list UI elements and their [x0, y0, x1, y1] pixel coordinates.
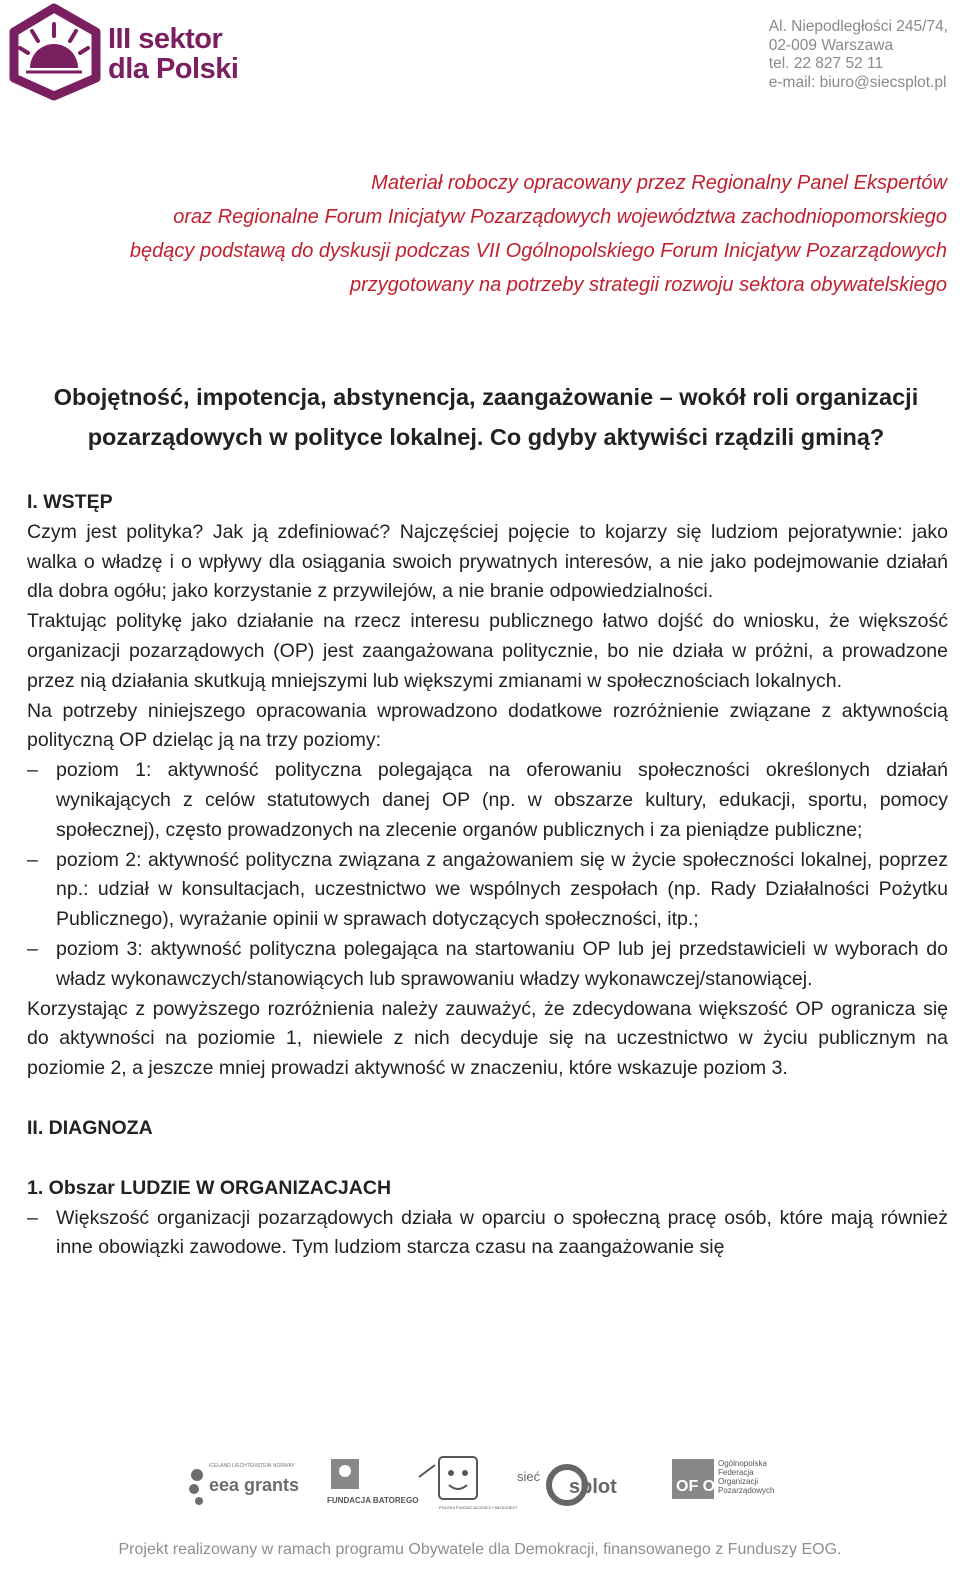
siec-splot-logo: [515, 1455, 625, 1522]
document-title: [26, 377, 946, 457]
contact-phone: tel. 22 827 52 11: [768, 55, 884, 72]
batory-icon: [325, 1455, 419, 1517]
child-face-icon: [417, 1455, 518, 1517]
contact-email: e-mail: biuro@siecsplot.pl: [768, 73, 947, 91]
intro-line: przygotowany na potrzeby strategii rozwoju sektora obywatelskiego: [350, 274, 947, 296]
dash-bullet-icon: –: [27, 1206, 38, 1229]
logo-wordmark: [108, 24, 238, 84]
list-item: [27, 1204, 948, 1264]
intro-line: będący podstawą do dyskusji podczas VII Ogólnopolskiego Forum Inicjatyw Pozarządowych: [129, 240, 947, 262]
title-line: Obojętność, impotencja, abstynencja, zaangażowanie – wokół roli organizacji: [53, 384, 919, 410]
siec-text: sieć: [517, 1469, 541, 1484]
ofop-text: Ogólnopolska Federacja Organizacji Pozarządowych: [718, 1459, 775, 1495]
list-item-text: Większość organizacji pozarządowych działa w oparciu o społeczną pracę osób, które mają również inne obowiązki zawodowe. Tym ludziom starcza czasu na zaangażowanie się: [56, 1206, 948, 1259]
dash-bullet-icon: –: [27, 937, 38, 960]
sponsor-logos: [185, 1455, 785, 1525]
paragraph: Korzystając z powyższego rozróżnienia należy zauważyć, że zdecydowana większość OP ogranicza się do aktywności na poziomie 1, niewiele z nich decyduje się na uczestnictwo w życiu publicznym na poziomie 2, a jeszcze mniej prowadzi aktywność w znaczeniu, które wskazuje poziom 3.: [27, 997, 948, 1080]
paragraph: Traktując politykę jako działanie na rzecz interesu publicznego łatwo dojść do wniosku, że większość organizacji pozarządowych (OP) jest zaangażowana politycznie, bo nie działa w próżni, a prowadzone przez nią działania skutkują mniejszymi lub większymi zmianami w społecznościach lokalnych.: [27, 610, 948, 692]
polska-fundacja-logo: [417, 1455, 518, 1522]
logo-line-1: III sektor: [108, 23, 223, 55]
intro-line: oraz Regionalne Forum Inicjatyw Pozarządowych województwa zachodniopomorskiego: [173, 206, 947, 228]
section-heading-diagnoza: II. DIAGNOZA: [27, 1116, 153, 1139]
list-item-text: poziom 1: aktywność polityczna polegająca na oferowaniu społeczności określonych działań wynikających z celów statutowych danej OP (np. w obszarze kultury, edukacji, sportu, pomocy społecznej), często prowadzonych na zlecenie organów publicznych i za pieniądze publiczne;: [56, 759, 948, 841]
iii-sektor-logo: [8, 6, 248, 98]
list-item: [27, 935, 948, 995]
footer-note: Projekt realizowany w ramach programu Obywatele dla Demokracji, finansowanego z Funduszy EOG.: [118, 1541, 842, 1558]
list-item-text: poziom 2: aktywność polityczna związana z angażowaniem się w życie społeczności lokalnej, poprzez np.: udział w konsultacjach, uczestnictwo we wspólnych zespołach (np. Rady Działalności Pożytku Publicznego), wyrażanie opinii w sprawach dotyczących społeczności, itp.;: [56, 848, 948, 931]
eea-grants-logo: [185, 1455, 300, 1522]
document-body: [27, 488, 948, 1263]
dash-bullet-icon: –: [27, 759, 38, 782]
ofop-icon: [670, 1455, 785, 1517]
people-list: [27, 1204, 948, 1264]
section-heading-wstep: I. WSTĘP: [27, 491, 113, 513]
intro-note: [47, 166, 947, 302]
eea-grants-icon: [185, 1455, 300, 1517]
contact-address: Al. Niepodległości 245/74,: [768, 18, 948, 35]
paragraph: Czym jest polityka? Jak ją zdefiniować? Najczęściej pojęcie to kojarzy się ludziom pejoratywnie: jako walka o władzę i o wpływy dla osiągania swoich prywatnych interesów, a nie jako podejmowanie działań dla dobra ogółu; jako korzystanie z przywilejów, a nie branie odpowiedzialności.: [27, 520, 948, 603]
eea-small-text: ICELAND LIECHTENSTEIN NORWAY: [209, 1463, 295, 1469]
paragraph: Na potrzeby niniejszego opracowania wprowadzono dodatkowe rozróżnienie związane z aktywnością polityczną OP dzieląc ją na trzy poziomy:: [27, 699, 948, 752]
intro-line: Materiał roboczy opracowany przez Regionalny Panel Ekspertów: [371, 172, 947, 194]
polska-fundacja-text: POLSKA FUNDACJA DZIECI I MŁODZIEŻY: [439, 1505, 518, 1510]
levels-list: [27, 756, 948, 994]
contact-city: 02-009 Warszawa: [768, 36, 894, 54]
list-item-text: poziom 3: aktywność polityczna polegająca na startowaniu OP lub jej przedstawicieli w wyborach do władz wykonawczych/stanowiących lub sprawowaniu władzy wykonawczej/stanowiącej.: [56, 937, 948, 990]
splot-text: splot: [569, 1476, 617, 1498]
dash-bullet-icon: –: [27, 848, 38, 871]
sun-logo-icon: [8, 6, 100, 98]
contact-info: [769, 18, 948, 92]
logo-line-2: dla Polski: [108, 53, 239, 85]
fundacja-batorego-logo: [325, 1455, 419, 1522]
page-header: [0, 0, 960, 110]
subsection-heading: 1. Obszar LUDZIE W ORGANIZACJACH: [27, 1176, 392, 1199]
title-line: pozarządowych w polityce lokalnej. Co gdyby aktywiści rządzili gminą?: [87, 424, 885, 450]
list-item: [27, 846, 948, 935]
ofop-letters: OF OP: [676, 1478, 726, 1495]
ofop-logo: [670, 1455, 785, 1522]
eea-main-text: eea grants: [209, 1475, 300, 1495]
list-item: [27, 756, 948, 845]
batory-text: FUNDACJA BATOREGO: [327, 1496, 419, 1505]
splot-icon: [515, 1455, 625, 1517]
